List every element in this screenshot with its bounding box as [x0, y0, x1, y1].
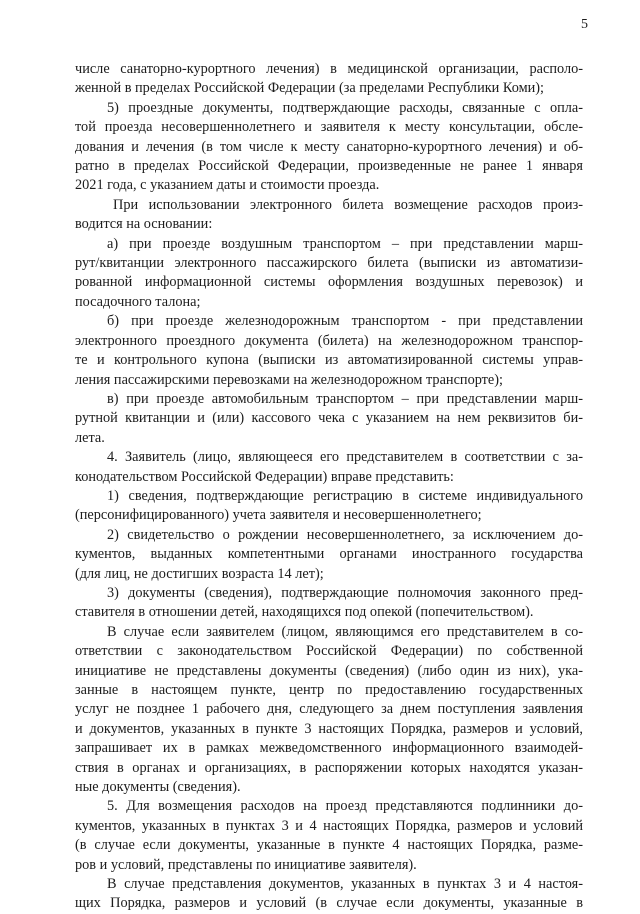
- text-line: При использовании электронного билета возмещение расходов произ-: [113, 196, 583, 213]
- text-line: числе санаторно-курортного лечения) в медицинской организации, располо-: [75, 61, 583, 77]
- text-line: в) при проезде автомобильным транспортом – при представлении марш-: [107, 390, 583, 407]
- text-line: 1) сведения, подтверждающие регистрацию в системе индивидуального: [107, 487, 583, 504]
- text-line: занные в настоящем пункте, центр по предоставлению государственных: [75, 682, 583, 698]
- text-line: б) при проезде железнодорожным транспортом - при представлении: [107, 313, 583, 330]
- text-line: 2) свидетельство о рождении несовершеннолетнего, за исключением до-: [107, 526, 583, 543]
- text-line: 5. Для возмещения расходов на проезд представляются подлинники до-: [107, 798, 583, 815]
- text-line: ставителя в отношении детей, находящихся под опекой (попечительством).: [75, 604, 534, 621]
- document-body: [75, 60, 583, 914]
- text-line: (в случае если документы, указанные в пункте 4 настоящих Порядка, разме-: [75, 837, 583, 854]
- text-line: щих Порядка, размеров и условий (в случае если документы, указанные в: [75, 895, 583, 912]
- text-line: и документов, указанных в пункте 3 настоящих Порядка, размеров и условий,: [75, 720, 583, 737]
- text-line: а) при проезде воздушным транспортом – при представлении марш-: [107, 235, 583, 252]
- text-line: 2021 года, с указанием даты и стоимости проезда.: [75, 177, 380, 194]
- text-line: запрашивает их в рамках межведомственного информационного взаимодей-: [75, 740, 583, 757]
- text-line: конодательством Российской Федерации) вправе представить:: [75, 468, 454, 485]
- text-line: рут/квитанции электронного пассажирского билета (выписки из автоматизи-: [75, 255, 583, 272]
- text-line: 5) проездные документы, подтверждающие расходы, связанные с опла-: [107, 99, 583, 116]
- text-line: те и контрольного купона (выписки из автоматизированной системы управ-: [75, 352, 583, 369]
- text-line: женной в пределах Российской Федерации (за пределами Республики Коми);: [75, 80, 545, 97]
- text-line: ствия в органах и организациях, в распоряжении которых находятся указан-: [75, 759, 583, 776]
- text-line: той проезда несовершеннолетнего и заявителя к месту консультации, обсле-: [75, 119, 583, 136]
- text-line: В случае представления документов, указанных в пунктах 3 и 4 настоя-: [107, 876, 583, 893]
- text-line: водится на основании:: [75, 216, 213, 233]
- text-line: дования и лечения (в том числе к месту санаторно-курортного лечения) и об-: [75, 138, 583, 155]
- text-line: рутной квитанции и (или) кассового чека с указанием на нем реквизитов би-: [75, 410, 583, 427]
- text-line: ные документы (сведения).: [75, 779, 241, 796]
- text-line: кументов, выданных компетентными органами иностранного государства: [75, 546, 583, 563]
- text-line: (для лиц, не достигших возраста 14 лет);: [75, 565, 324, 582]
- text-line: В случае если заявителем (лицом, являющимся его представителем в со-: [107, 623, 583, 640]
- text-line: кументов, указанных в пунктах 3 и 4 настоящих Порядка, размеров и условий: [75, 817, 583, 834]
- text-line: инициативе не представлены документы (сведения) (либо один из них), ука-: [75, 662, 583, 679]
- text-line: посадочного талона;: [75, 293, 201, 310]
- text-line: ров и условий, представлены по инициативе заявителя).: [75, 856, 417, 873]
- text-line: ответствии с законодательством Российской Федерации) по собственной: [75, 643, 583, 660]
- text-line: (персонифицированного) учета заявителя и несовершеннолетнего;: [75, 507, 482, 524]
- text-line: 3) документы (сведения), подтверждающие полномочия законного пред-: [107, 584, 583, 601]
- text-line: 4. Заявитель (лицо, являющееся его представителем в соответствии с за-: [107, 449, 583, 466]
- text-line: услуг не позднее 1 рабочего дня, следующего за днем поступления заявления: [75, 701, 583, 718]
- text-line: лета.: [75, 429, 105, 446]
- text-line: ления пассажирскими перевозками на железнодорожном транспорте);: [75, 371, 504, 388]
- page-number: 5: [581, 17, 588, 32]
- text-line: электронного проездного документа (билета) на железнодорожном транспор-: [75, 332, 583, 349]
- text-line: рованной информационной системы оформления воздушных перевозок) и: [75, 274, 583, 291]
- text-line: ратно в пределах Российской Федерации, произведенные не ранее 1 января: [75, 158, 583, 175]
